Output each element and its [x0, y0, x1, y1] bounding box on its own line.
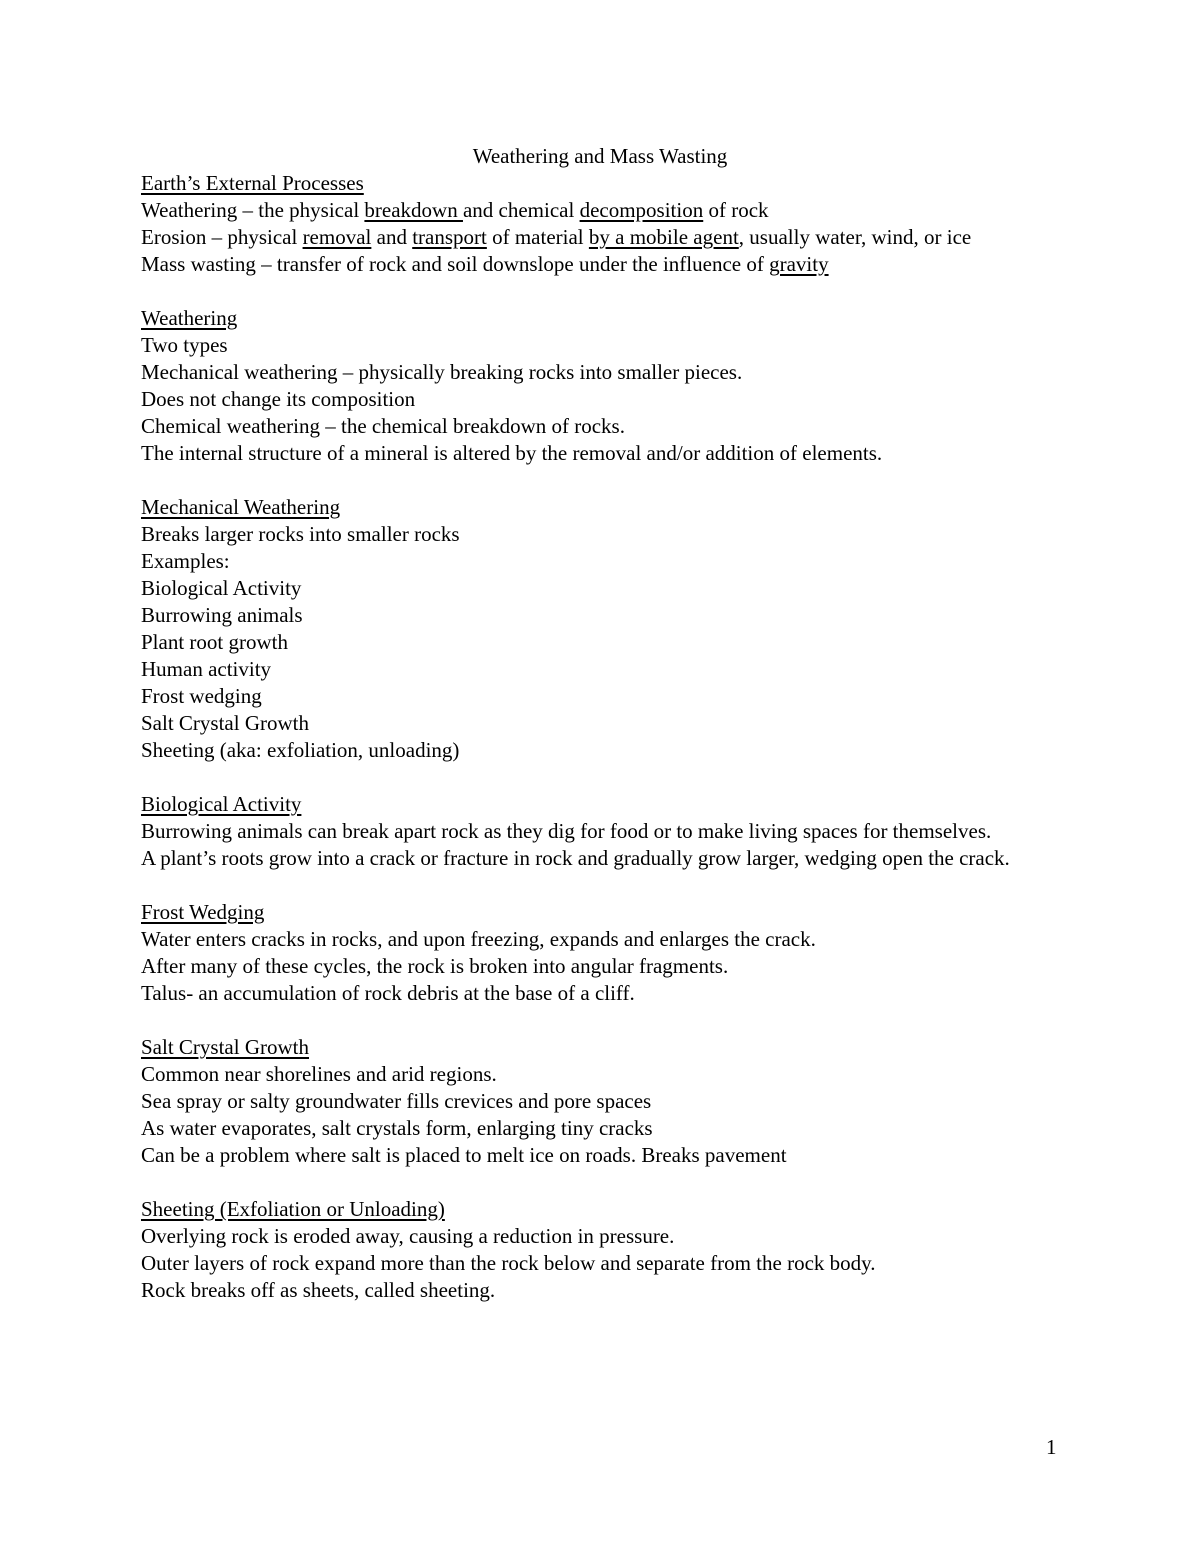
body-line: Breaks larger rocks into smaller rocks — [141, 522, 460, 546]
body-line: Plant root growth — [141, 630, 288, 654]
section-heading-weathering: Weathering — [141, 306, 238, 330]
body-line: Talus- an accumulation of rock debris at the base of a cliff. — [141, 981, 635, 1005]
body-line: As water evaporates, salt crystals form, enlarging tiny cracks — [141, 1116, 653, 1140]
body-line: Mechanical weathering – physically breaking rocks into smaller pieces. — [141, 360, 743, 384]
paragraph-gap — [141, 764, 1071, 791]
paragraph-gap — [141, 278, 1071, 305]
erosion-definition — [141, 224, 1071, 251]
paragraph-gap — [141, 1007, 1071, 1034]
body-line: Water enters cracks in rocks, and upon freezing, expands and enlarges the crack. — [141, 927, 816, 951]
document-title: Weathering and Mass Wasting — [472, 144, 728, 168]
section-heading-biological-activity: Biological Activity — [141, 792, 302, 816]
body-line: Burrowing animals — [141, 603, 303, 627]
body-line: Can be a problem where salt is placed to melt ice on roads. Breaks pavement — [141, 1143, 787, 1167]
body-line: Outer layers of rock expand more than the rock below and separate from the rock body. — [141, 1251, 876, 1275]
section-heading-mechanical-weathering: Mechanical Weathering — [141, 495, 341, 519]
body-line: A plant’s roots grow into a crack or fracture in rock and gradually grow larger, wedging open the crack. — [141, 846, 1010, 870]
text-span: Weathering – the physical — [141, 198, 365, 222]
text-span: and — [371, 225, 413, 249]
section-heading-sheeting: Sheeting (Exfoliation or Unloading) — [141, 1197, 445, 1221]
body-line: Sea spray or salty groundwater fills crevices and pore spaces — [141, 1089, 652, 1113]
text-span: of material — [486, 225, 589, 249]
paragraph-gap — [141, 467, 1071, 494]
underlined-term: by a mobile agent — [588, 225, 739, 249]
body-line: Does not change its composition — [141, 387, 416, 411]
underlined-term: decomposition — [579, 198, 704, 222]
section-heading-frost-wedging: Frost Wedging — [141, 900, 265, 924]
body-line: Burrowing animals can break apart rock as they dig for food or to make living spaces for themselves. — [141, 819, 992, 843]
underlined-term: gravity — [769, 252, 829, 276]
body-line: Chemical weathering – the chemical breakdown of rocks. — [141, 414, 625, 438]
body-line: After many of these cycles, the rock is broken into angular fragments. — [141, 954, 729, 978]
weathering-definition — [141, 197, 1071, 224]
body-line: Salt Crystal Growth — [141, 711, 309, 735]
body-line: Examples: — [141, 549, 230, 573]
body-line: Two types — [141, 333, 228, 357]
body-line: Human activity — [141, 657, 272, 681]
section-heading-salt-crystal-growth: Salt Crystal Growth — [141, 1035, 309, 1059]
text-span: Erosion – physical — [141, 225, 303, 249]
text-span: Mass wasting – transfer of rock and soil downslope under the influence of — [141, 252, 770, 276]
mass-wasting-definition — [141, 251, 1071, 278]
underlined-term: transport — [412, 225, 487, 249]
body-line: Common near shorelines and arid regions. — [141, 1062, 497, 1086]
body-line: Rock breaks off as sheets, called sheeting. — [141, 1278, 496, 1302]
text-span: of rock — [703, 198, 769, 222]
text-span: , usually water, wind, or ice — [738, 225, 972, 249]
underlined-term: breakdown — [364, 198, 463, 222]
document-page — [141, 143, 1071, 1304]
underlined-term: removal — [302, 225, 372, 249]
paragraph-gap — [141, 1169, 1071, 1196]
body-line: Biological Activity — [141, 576, 302, 600]
body-line: Frost wedging — [141, 684, 262, 708]
body-line: Overlying rock is eroded away, causing a reduction in pressure. — [141, 1224, 675, 1248]
body-line: The internal structure of a mineral is altered by the removal and/or addition of elements. — [141, 441, 883, 465]
body-line: Sheeting (aka: exfoliation, unloading) — [141, 738, 460, 762]
section-heading-external-processes: Earth’s External Processes — [141, 171, 364, 195]
page-number: 1 — [1046, 1435, 1057, 1459]
text-span: and chemical — [462, 198, 580, 222]
paragraph-gap — [141, 872, 1071, 899]
